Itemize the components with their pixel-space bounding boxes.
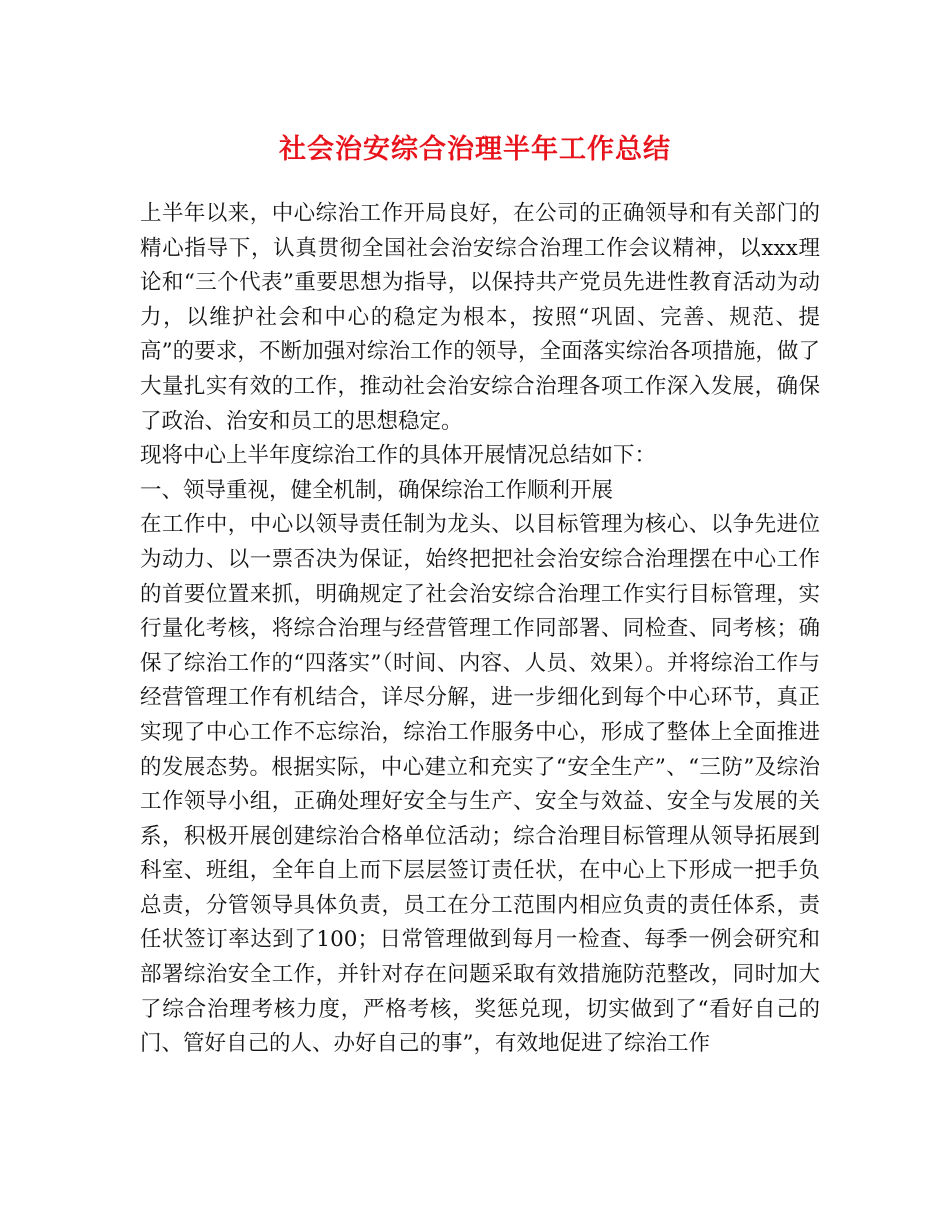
document-body [140, 197, 820, 1062]
paragraph-summary-lead: 现将中心上半年度综治工作的具体开展情况总结如下： [140, 443, 657, 469]
paragraph-section-1: 在工作中，中心以领导责任制为龙头、以目标管理为核心、以争先进位为动力、以一票否决为保证，始终把把社会治安综合治理摆在中心工作的首要位置来抓，明确规定了社会治安综合治理工作实行目标管理，实行量化考核，将综合治理与经营管理工作同部署、同检查、同考核；确保了综治工作的“四落实”（时间、内容、人员、效果）。并将综治工作与经营管理工作有机结合，详尽分解，进一步细化到每个中心环节，真正实现了中心工作不忘综治，综治工作服务中心，形成了整体上全面推进的发展态势。根据实际，中心建立和充实了“安全生产”、“三防”及综治工作领导小组，正确处理好安全与生产、安全与效益、安全与发展的关系，积极开展创建综治合格单位活动；综合治理目标管理从领导拓展到科室、班组，全年自上而下层层签订责任状，在中心上下形成一把手负总责，分管领导具体负责，员工在分工范围内相应负责的责任体系，责任状签订率达到了100；日常管理做到每月一检查、每季一例会研究和部署综治安全工作，并针对存在问题采取有效措施防范整改，同时加大了综合治理考核力度，严格考核，奖惩兑现，切实做到了“看好自己的门、管好自己的人、办好自己的事”，有效地促进了综治工作 [140, 512, 820, 1057]
paragraph-intro: 上半年以来，中心综治工作开局良好，在公司的正确领导和有关部门的精心指导下，认真贯彻全国社会治安综合治理工作会议精神，以xxx理论和“三个代表”重要思想为指导，以保持共产党员先进性教育活动为动力，以维护社会和中心的稳定为根本，按照“巩固、完善、规范、提高”的要求，不断加强对综治工作的领导，全面落实综治各项措施，做了大量扎实有效的工作，推动社会治安综合治理各项工作深入发展，确保了政治、治安和员工的思想稳定。 [140, 201, 820, 434]
section-heading-1: 一、领导重视，健全机制，确保综治工作顺利开展 [140, 477, 614, 503]
document-title: 社会治安综合治理半年工作总结 [279, 134, 671, 165]
